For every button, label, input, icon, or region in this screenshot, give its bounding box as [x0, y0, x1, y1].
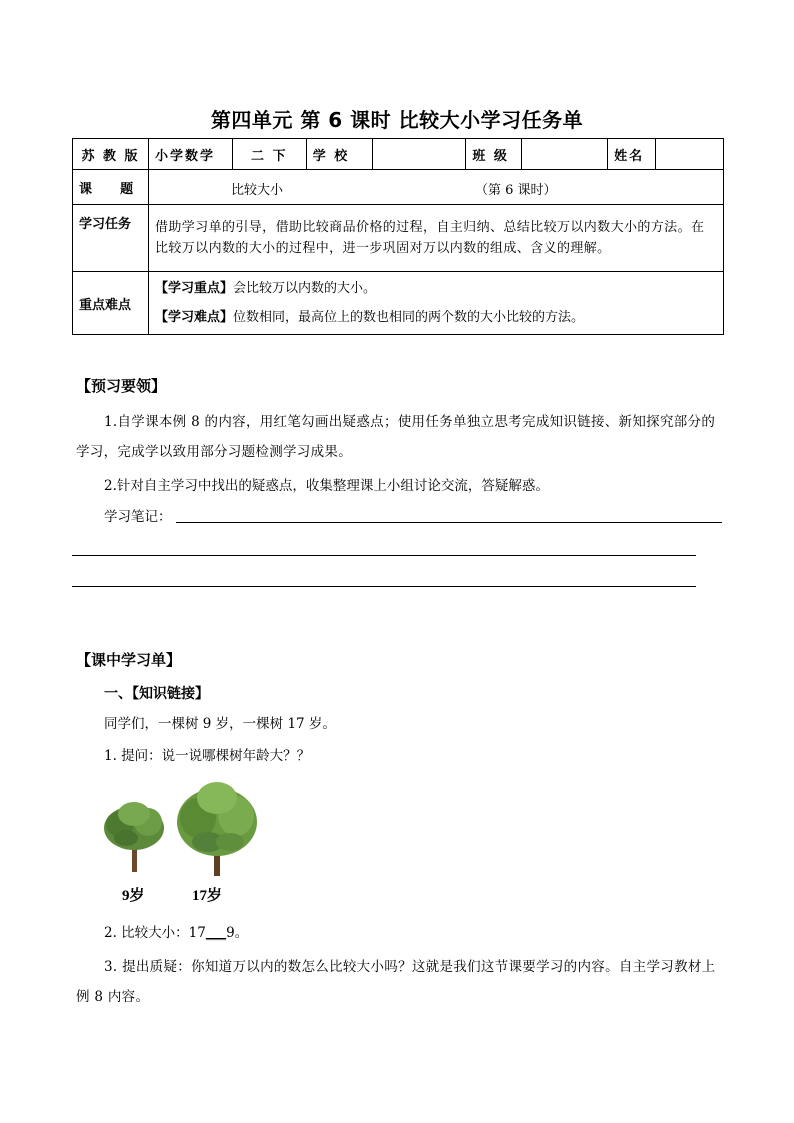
task-label: 学习任务	[73, 205, 149, 272]
preview-paragraph-2: 2.针对自主学习中找出的疑惑点，收集整理课上小组讨论交流，答疑解惑。	[104, 478, 549, 494]
topic-cell	[148, 170, 723, 205]
subject-cell: 小学数学	[148, 139, 232, 170]
difficulty-tag: 【学习难点】	[154, 310, 233, 325]
info-table	[72, 138, 724, 335]
question-2-prefix: 2. 比较大小：17	[104, 925, 206, 941]
lesson-number: （第 6 课时）	[474, 183, 557, 198]
large-tree-image	[177, 782, 257, 876]
name-field[interactable]	[656, 139, 724, 170]
difficulty-line	[155, 303, 717, 332]
school-field[interactable]	[372, 139, 466, 170]
compare-blank[interactable]: ___	[205, 925, 227, 941]
topic-value: 比较大小	[230, 183, 283, 198]
preview-heading: 【预习要领】	[76, 377, 167, 395]
notes-label: 学习笔记：	[104, 509, 172, 525]
publisher-cell: 苏 教 版	[73, 139, 149, 170]
tree-2-age-label: 17岁	[192, 888, 223, 904]
key-point-tag: 【学习重点】	[154, 281, 233, 296]
small-tree-image	[104, 802, 164, 872]
keypoints-label: 重点难点	[73, 272, 149, 335]
notes-line-1[interactable]	[176, 522, 722, 523]
class-label: 班 级	[466, 139, 522, 170]
key-point-line	[155, 274, 717, 303]
preview-paragraph-1: 1.自学课本例 8 的内容，用红笔勾画出疑惑点；使用任务单独立思考完成知识链接、新知探究部分的学习，完成学以致用部分习题检测学习成果。	[76, 414, 716, 460]
notes-line-3[interactable]	[72, 586, 696, 587]
keypoints-cell	[148, 272, 723, 335]
inclass-heading: 【课中学习单】	[76, 651, 182, 669]
class-field[interactable]	[522, 139, 608, 170]
question-1: 1. 提问：说一说哪棵树年龄大？？	[104, 748, 311, 764]
difficulty-text: 位数相同，最高位上的数也相同的两个数的大小比较的方法。	[232, 310, 584, 325]
question-2	[104, 918, 248, 948]
topic-label: 课 题	[73, 170, 149, 205]
intro-text: 同学们，一棵树 9 岁，一棵树 17 岁。	[104, 716, 336, 732]
key-point-text: 会比较万以内数的大小。	[232, 281, 376, 296]
name-label: 姓名	[608, 139, 656, 170]
task-text: 借助学习单的引导，借助比较商品价格的过程，自主归纳、总结比较万以内数大小的方法。在比较万以内数的大小的过程中，进一步巩固对万以内数的组成、含义的理解。	[148, 205, 723, 272]
question-2-suffix: 9。	[226, 925, 249, 941]
trees-illustration	[96, 778, 276, 884]
school-label: 学 校	[306, 139, 372, 170]
notes-line-2[interactable]	[72, 555, 696, 556]
page-title: 第四单元 第 6 课时 比较大小学习任务单	[210, 108, 584, 132]
grade-cell: 二 下	[232, 139, 306, 170]
tree-1-age-label: 9岁	[122, 888, 145, 904]
knowledge-link-heading: 一、【知识链接】	[104, 686, 209, 702]
question-3: 3. 提出质疑：你知道万以内的数怎么比较大小吗？这就是我们这节课要学习的内容。自主学习教材上例 8 内容。	[76, 959, 716, 1005]
